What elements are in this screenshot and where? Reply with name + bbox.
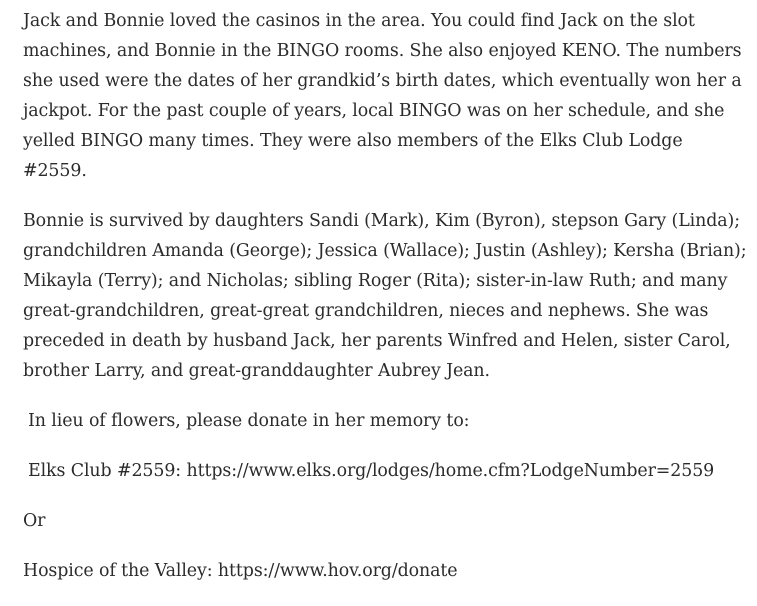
obituary-article xyxy=(23,6,752,606)
paragraph-elks-donation[interactable]: Elks Club #2559: https://www.elks.org/lodges/home.cfm?LodgeNumber=2559 xyxy=(28,461,715,481)
paragraph-casinos: Jack and Bonnie loved the casinos in the area. You could find Jack on the slot machines, and Bonnie in the BINGO rooms. She also enjoyed KENO. The numbers she used were the dates of her grandkid’s birth dates, which eventually won her a jackpot. For the past couple of years, local BINGO was on her schedule, and she yelled BINGO many times. They were also members of the Elks Club Lodge #2559. xyxy=(23,11,748,181)
paragraph-survivors: Bonnie is survived by daughters Sandi (Mark), Kim (Byron), stepson Gary (Linda); grandchildren Amanda (George); Jessica (Wallace); Justin (Ashley); Kersha (Brian); Mikayla (Terry); and Nicholas; sibling Roger (Rita); sister-in-law Ruth; and many great-grandchildren, great-great grandchildren, nieces and nephews. She was preceded in death by husband Jack, her parents Winfred and Helen, sister Carol, brother Larry, and great-granddaughter Aubrey Jean. xyxy=(23,211,752,381)
paragraph-donation-intro: In lieu of flowers, please donate in her memory to: xyxy=(28,411,470,431)
paragraph-hospice-donation[interactable]: Hospice of the Valley: https://www.hov.org/donate xyxy=(23,561,458,581)
paragraph-or: Or xyxy=(23,511,46,531)
